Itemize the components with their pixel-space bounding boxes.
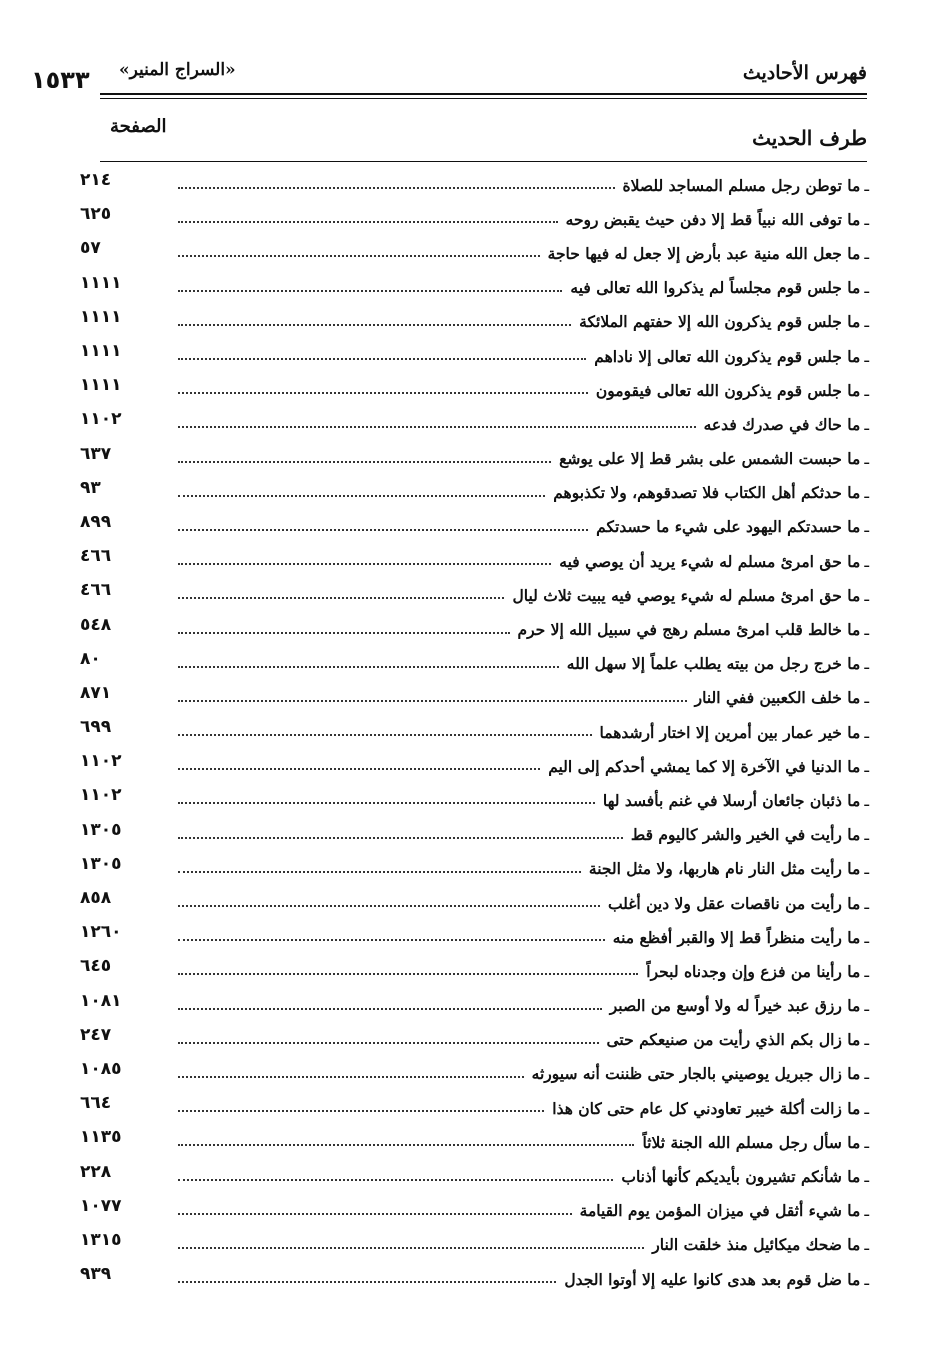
leader-dots [178, 324, 571, 326]
entry-page-number: ٢١٤ [80, 170, 112, 191]
entry-page-number: ١١١١ [80, 272, 122, 293]
entry-text: ما زال بكم الذي رأيت من صنيعكم حتى [606, 1030, 861, 1050]
leader-dots [178, 1144, 634, 1146]
leader-dots [178, 221, 558, 223]
leader-dots [178, 1281, 556, 1283]
entry-dash: ـ [864, 1269, 869, 1289]
entry-page-number: ١٠٧٧ [80, 1195, 122, 1216]
entry-page-number: ١٠٨٥ [80, 1058, 122, 1079]
entry-dash: ـ [864, 585, 869, 605]
index-entry [80, 1023, 869, 1057]
entry-dash: ـ [864, 1098, 869, 1118]
entry-text: ما جعل الله منية عبد بأرض إلا جعل له فيها حاجة [547, 243, 861, 263]
entry-page-number: ١٣٠٥ [80, 819, 122, 840]
entry-page-number: ٥٧ [80, 238, 101, 259]
entry-dash: ـ [864, 243, 869, 263]
index-entry [80, 715, 869, 749]
entry-page-number: ١١٠٢ [80, 785, 122, 806]
leader-dots [178, 495, 545, 497]
entry-dash: ـ [864, 688, 869, 708]
leader-dots [178, 734, 592, 736]
leader-dots [178, 666, 559, 668]
entry-page-number: ٩٣ [80, 477, 101, 498]
index-entry [80, 544, 869, 578]
entry-text: ما حق امرئ مسلم له شيء يريد أن يوصي فيه [559, 551, 861, 571]
index-entry [80, 373, 869, 407]
entry-text: ما جلس قوم يذكرون الله تعالى إلا ناداهم [594, 346, 861, 366]
leader-dots [178, 700, 687, 702]
index-entry [80, 1262, 869, 1296]
leader-dots [178, 563, 551, 565]
leader-dots [178, 426, 696, 428]
entry-dash: ـ [864, 483, 869, 503]
leader-dots [178, 255, 540, 257]
leader-dots [178, 1008, 602, 1010]
entry-dash: ـ [864, 654, 869, 674]
entry-dash: ـ [864, 927, 869, 947]
entry-text: ما ضل قوم بعد هدى كانوا عليه إلا أوتوا الجدل [564, 1269, 861, 1289]
entry-text: ما توطن رجل مسلم المساجد للصلاة [622, 175, 861, 195]
index-entry [80, 202, 869, 236]
entry-dash: ـ [864, 1167, 869, 1187]
index-entry [80, 1194, 869, 1228]
entry-dash: ـ [864, 380, 869, 400]
index-title: فهرس الأحاديث [742, 62, 867, 84]
entry-dash: ـ [864, 1132, 869, 1152]
entry-text: ما حق امرئ مسلم له شيء يوصي فيه يبيت ثلاث ليال [512, 585, 861, 605]
entry-text: ما حدثكم أهل الكتاب فلا تصدقوهم، ولا تكذبوهم [553, 483, 861, 503]
index-entry [80, 783, 869, 817]
running-header [31, 60, 867, 94]
entry-page-number: ٨٧١ [80, 682, 112, 703]
index-entry [80, 476, 869, 510]
entry-page-number: ٦٦٤ [80, 1093, 112, 1114]
column-header-page: الصفحة [110, 116, 167, 137]
index-entry [80, 954, 869, 988]
index-entry [80, 749, 869, 783]
index-entry [80, 681, 869, 715]
entry-text: ما رأيت منظراً قط إلا والقبر أفظع منه [612, 927, 861, 947]
index-entry [80, 886, 869, 920]
entry-text: ما ضحك ميكائيل منذ خلقت النار [652, 1235, 861, 1255]
column-header-hadith: طرف الحديث [752, 126, 867, 150]
entry-page-number: ٩٣٩ [80, 1264, 112, 1285]
entry-text: ما حسدتكم اليهود على شيء ما حسدتكم [596, 517, 861, 537]
leader-dots [178, 597, 504, 599]
header-rule-thin [100, 98, 867, 99]
book-title: «السراج المنير» [119, 60, 236, 80]
entry-page-number: ٦٤٥ [80, 956, 112, 977]
entry-dash: ـ [864, 414, 869, 434]
leader-dots [178, 1042, 599, 1044]
entry-text: ما زال جبريل يوصيني بالجار حتى ظننت أنه سيورثه [531, 1064, 861, 1084]
index-entry [80, 407, 869, 441]
entry-page-number: ٤٦٦ [80, 580, 112, 601]
entry-page-number: ٦٩٩ [80, 717, 112, 738]
entry-page-number: ٦٢٥ [80, 204, 112, 225]
entry-dash: ـ [864, 209, 869, 229]
entry-text: ما زالت أكلة خيبر تعاودني كل عام حتى كان هذا [552, 1098, 861, 1118]
entry-dash: ـ [864, 1235, 869, 1255]
index-entry [80, 989, 869, 1023]
entry-page-number: ١١١١ [80, 306, 122, 327]
leader-dots [178, 837, 623, 839]
entry-page-number: ٥٤٨ [80, 614, 112, 635]
entry-dash: ـ [864, 1201, 869, 1221]
index-entry [80, 647, 869, 681]
leader-dots [178, 187, 615, 189]
leader-dots [178, 871, 581, 873]
index-entry [80, 271, 869, 305]
index-entry [80, 1125, 869, 1159]
column-header-rule [100, 161, 867, 162]
leader-dots [178, 1110, 544, 1112]
entry-dash: ـ [864, 175, 869, 195]
entry-page-number: ١٣٠٥ [80, 853, 122, 874]
index-entry [80, 818, 869, 852]
header-rule [100, 93, 867, 95]
entry-dash: ـ [864, 312, 869, 332]
entry-dash: ـ [864, 620, 869, 640]
entry-text: ما خلف الكعبين ففي النار [694, 688, 861, 708]
index-entry [80, 510, 869, 544]
entry-dash: ـ [864, 722, 869, 742]
entry-text: ما ذئبان جائعان أرسلا في غنم بأفسد لها [602, 790, 861, 810]
entry-dash: ـ [864, 893, 869, 913]
index-entry [80, 305, 869, 339]
entry-page-number: ١٠٨١ [80, 990, 122, 1011]
leader-dots [178, 1076, 524, 1078]
hadith-index-list [80, 168, 869, 1296]
leader-dots [178, 632, 510, 634]
entry-dash: ـ [864, 996, 869, 1016]
entry-text: ما رأيت في الخير والشر كاليوم قط [630, 825, 861, 845]
entry-dash: ـ [864, 517, 869, 537]
entry-text: ما خالط قلب امرئ مسلم رهج في سبيل الله إلا حرم [517, 620, 861, 640]
leader-dots [178, 461, 551, 463]
entry-dash: ـ [864, 961, 869, 981]
index-entry [80, 852, 869, 886]
entry-page-number: ١١١١ [80, 341, 122, 362]
entry-text: ما جلس قوم مجلساً لم يذكروا الله تعالى فيه [570, 278, 861, 298]
entry-dash: ـ [864, 1064, 869, 1084]
leader-dots [178, 768, 540, 770]
entry-text: ما خير عمار بين أمرين إلا اختار أرشدهما [599, 722, 861, 742]
entry-text: ما الدنيا في الآخرة إلا كما يمشي أحدكم إلى اليم [548, 756, 861, 776]
entry-dash: ـ [864, 551, 869, 571]
entry-page-number: ١١٠٢ [80, 751, 122, 772]
entry-text: ما توفى الله نبياً قط إلا دفن حيث يقبض روحه [565, 209, 861, 229]
entry-dash: ـ [864, 756, 869, 776]
entry-page-number: ٢٤٧ [80, 1024, 112, 1045]
entry-page-number: ٨٠ [80, 648, 101, 669]
entry-text: ما رزق عبد خيراً له ولا أوسع من الصبر [609, 996, 861, 1016]
index-entry [80, 578, 869, 612]
entry-text: ما شأنكم تشيرون بأيديكم كأنها أذناب [621, 1167, 861, 1187]
entry-page-number: ٨٩٩ [80, 511, 112, 532]
leader-dots [178, 290, 562, 292]
index-entry [80, 1228, 869, 1262]
entry-text: ما خرج رجل من بيته يطلب علماً إلا سهل الله [566, 654, 861, 674]
index-entry [80, 1057, 869, 1091]
index-entry [80, 1091, 869, 1125]
leader-dots [178, 802, 595, 804]
leader-dots [178, 1213, 572, 1215]
leader-dots [178, 392, 588, 394]
entry-page-number: ٦٣٧ [80, 443, 112, 464]
entry-text: ما جلس قوم يذكرون الله إلا حفتهم الملائكة [579, 312, 861, 332]
index-entry [80, 1159, 869, 1193]
entry-dash: ـ [864, 790, 869, 810]
entry-text: ما سأل رجل مسلم الله الجنة ثلاثاً [642, 1132, 861, 1152]
entry-text: ما حاك في صدرك فدعه [703, 414, 861, 434]
entry-dash: ـ [864, 1030, 869, 1050]
index-entry [80, 920, 869, 954]
entry-text: ما رأينا من فزع وإن وجدناه لبحراً [646, 961, 861, 981]
leader-dots [178, 1179, 613, 1181]
entry-page-number: ٢٢٨ [80, 1161, 112, 1182]
leader-dots [178, 939, 605, 941]
entry-page-number: ١٣١٥ [80, 1229, 122, 1250]
index-entry [80, 236, 869, 270]
entry-dash: ـ [864, 278, 869, 298]
entry-text: ما رأيت مثل النار نام هاربها، ولا مثل الجنة [588, 859, 861, 879]
entry-text: ما جلس قوم يذكرون الله تعالى فيقومون [595, 380, 861, 400]
entry-page-number: ١١٣٥ [80, 1127, 122, 1148]
index-entry [80, 339, 869, 373]
leader-dots [178, 529, 588, 531]
entry-page-number: ١٢٦٠ [80, 922, 122, 943]
entry-page-number: ٤٦٦ [80, 546, 112, 567]
leader-dots [178, 973, 638, 975]
entry-text: ما حبست الشمس على بشر قط إلا على يوشع [559, 449, 861, 469]
leader-dots [178, 905, 600, 907]
entry-page-number: ١١١١ [80, 375, 122, 396]
entry-dash: ـ [864, 859, 869, 879]
entry-text: ما رأيت من ناقصات عقل ولا دين أغلب [607, 893, 861, 913]
index-entry [80, 168, 869, 202]
entry-dash: ـ [864, 825, 869, 845]
index-entry [80, 612, 869, 646]
entry-page-number: ١١٠٢ [80, 409, 122, 430]
entry-dash: ـ [864, 346, 869, 366]
entry-page-number: ٨٥٨ [80, 888, 112, 909]
leader-dots [178, 1247, 644, 1249]
entry-dash: ـ [864, 449, 869, 469]
index-entry [80, 442, 869, 476]
leader-dots [178, 358, 586, 360]
entry-text: ما شيء أثقل في ميزان المؤمن يوم القيامة [579, 1201, 861, 1221]
page-number: ١٥٣٣ [31, 66, 90, 94]
